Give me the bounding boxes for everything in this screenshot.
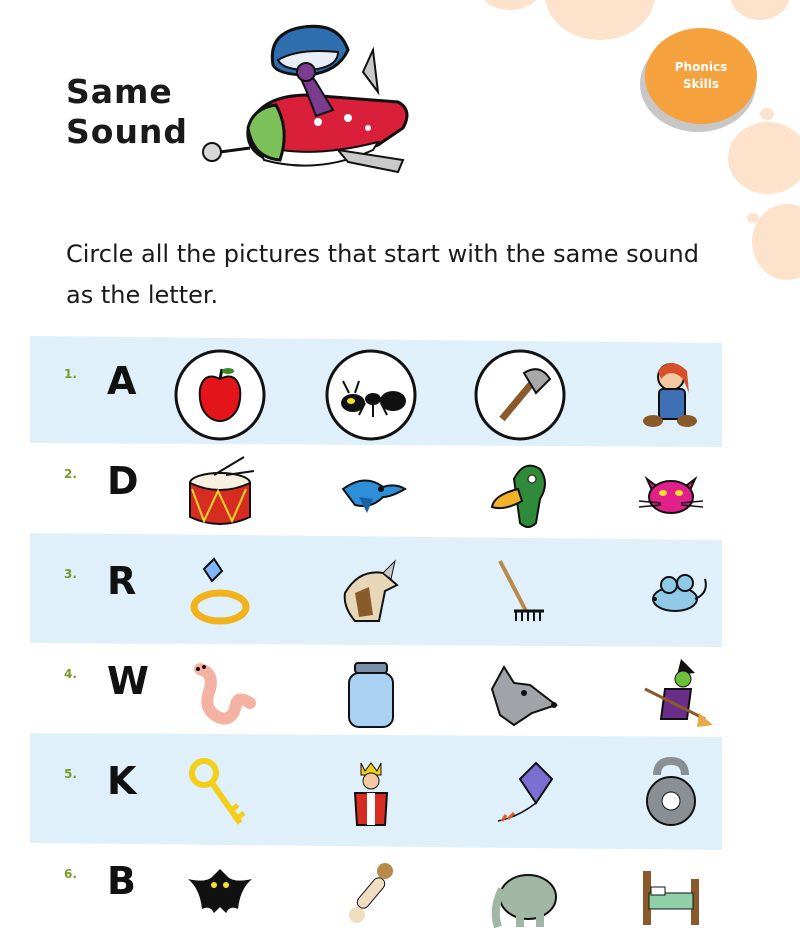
ring-icon[interactable]	[174, 549, 266, 641]
bone-icon[interactable]	[325, 849, 417, 941]
elephant-icon[interactable]	[474, 849, 566, 941]
row-5	[0, 745, 800, 845]
rake-icon[interactable]	[474, 549, 566, 641]
row-letter: B	[107, 859, 136, 903]
badge-line-2: Skills	[682, 77, 720, 91]
duck-icon[interactable]	[474, 449, 566, 541]
title-line-1: Same	[66, 72, 173, 111]
kite-icon[interactable]	[474, 749, 566, 841]
king-icon[interactable]	[325, 749, 417, 841]
wolf-icon[interactable]	[474, 649, 566, 741]
row-2	[0, 445, 800, 545]
drum-icon[interactable]	[174, 449, 266, 541]
doll-icon[interactable]	[625, 349, 717, 441]
mouse-icon[interactable]	[625, 549, 717, 641]
goat-icon[interactable]	[325, 549, 417, 641]
badge-line-1: Phonics	[674, 60, 728, 74]
row-letter: K	[107, 759, 137, 803]
title-line-2: Sound	[66, 112, 189, 151]
key-icon[interactable]	[174, 749, 266, 841]
row-4	[0, 645, 800, 745]
bat-icon[interactable]	[174, 849, 266, 941]
ant-icon[interactable]	[325, 349, 417, 441]
witch-icon[interactable]	[625, 649, 717, 741]
row-letter: R	[107, 559, 137, 603]
row-3	[0, 545, 800, 645]
bed-icon[interactable]	[625, 849, 717, 941]
bird-icon[interactable]	[325, 449, 417, 541]
row-number: 6.	[64, 867, 77, 881]
instructions-line-1: Circle all the pictures that start with the same sound	[66, 240, 699, 268]
worm-icon[interactable]	[174, 649, 266, 741]
row-6	[0, 845, 800, 945]
row-1	[0, 345, 800, 445]
row-letter: A	[107, 359, 137, 403]
axe-icon[interactable]	[474, 349, 566, 441]
kettlebell-icon[interactable]	[625, 749, 717, 841]
row-number: 5.	[64, 767, 77, 781]
apple-icon[interactable]	[174, 349, 266, 441]
instructions-line-2: as the letter.	[66, 281, 219, 309]
row-number: 3.	[64, 567, 77, 581]
row-number: 2.	[64, 467, 77, 481]
jar-icon[interactable]	[325, 649, 417, 741]
cat-icon[interactable]	[625, 449, 717, 541]
row-number: 1.	[64, 367, 77, 381]
row-letter: D	[107, 459, 139, 503]
row-letter: W	[107, 659, 149, 703]
row-number: 4.	[64, 667, 77, 681]
